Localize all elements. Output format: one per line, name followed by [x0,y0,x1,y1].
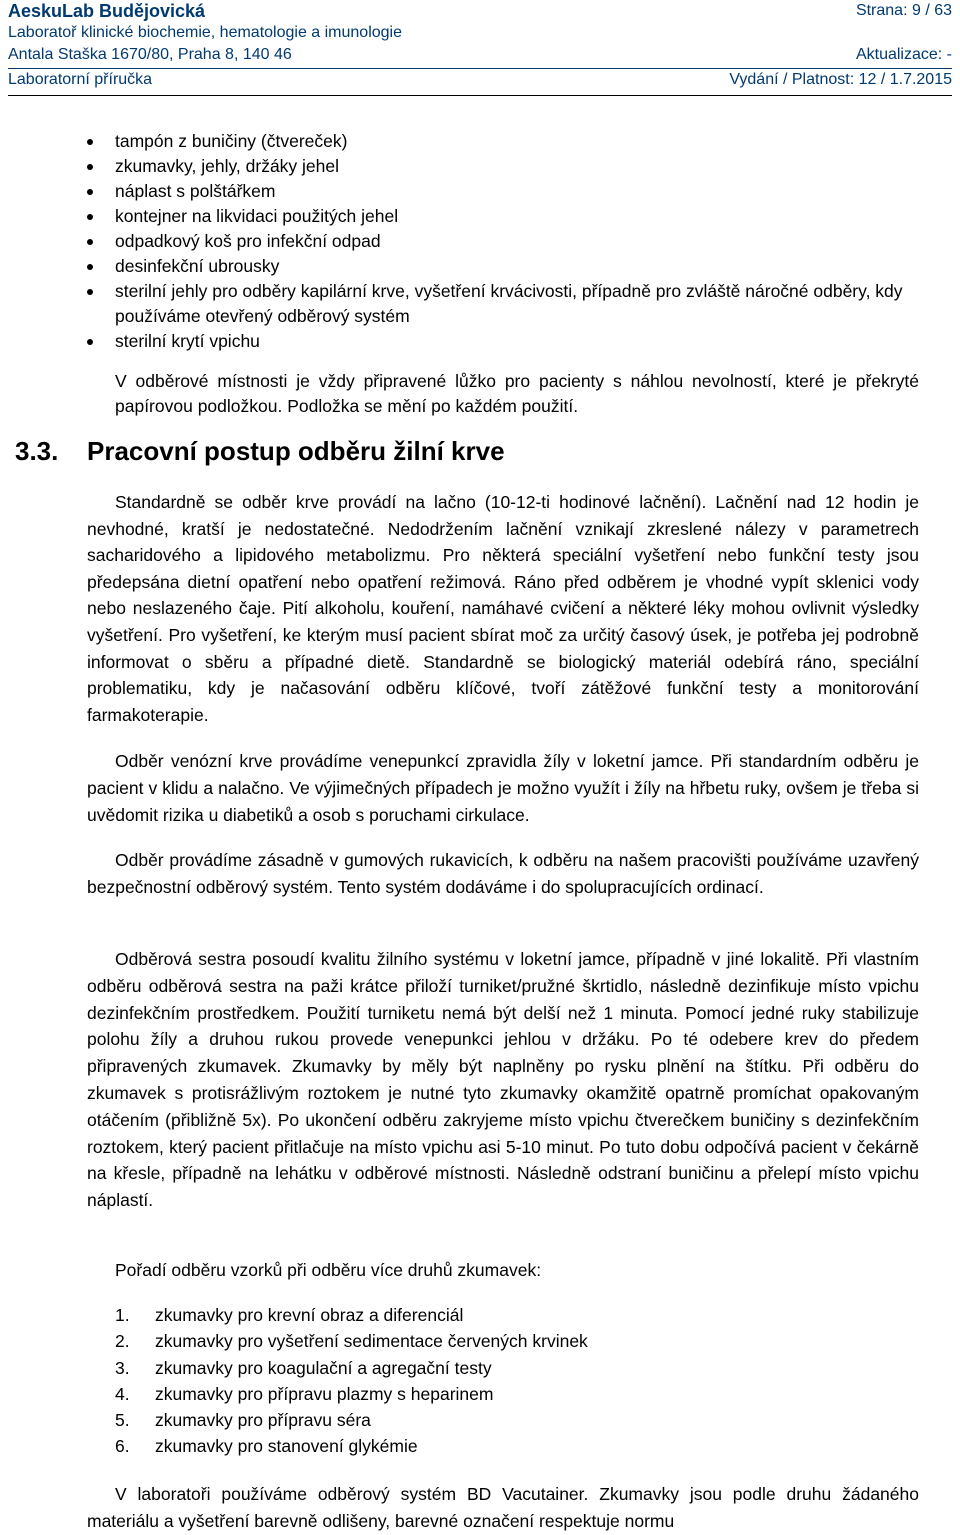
equipment-list [87,129,919,354]
address: Antala Staška 1670/80, Praha 8, 140 46 [8,46,292,63]
list-item: náplast s polštářkem [87,179,919,204]
paragraph-block-4 [87,946,919,1214]
doc-type: Laboratorní příručka [8,71,153,88]
list-item: 4. zkumavky pro přípravu plazmy s heparinem [115,1383,494,1404]
room-paragraph-block [115,369,919,419]
paragraph: Odběr provádíme zásadně v gumových rukavicích, k odběru na našem pracovišti používáme uzavřený bezpečnostní odběrový systém. Tento systém dodáváme i do spolupracujících ordinací. [87,850,919,897]
list-item: kontejner na likvidaci použitých jehel [87,204,919,229]
list-item: 1. zkumavky pro krevní obraz a diferenciál [115,1305,464,1325]
paragraph: V odběrové místnosti je vždy připravené lůžko pro pacienty s náhlou nevolností, které je překryté papírovou podložkou. Podložka se mění po každém použití. [115,371,919,416]
list-item: tampón z buničiny (čtvereček) [87,129,919,154]
list-item: sterilní krytí vpichu [87,329,919,354]
list-item: zkumavky, jehly, držáky jehel [87,154,919,179]
list-item: odpadkový koš pro infekční odpad [87,229,919,254]
department: Laboratoř klinické biochemie, hematologie a imunologie [8,24,403,41]
section-heading [15,436,505,467]
paragraph: Standardně se odběr krve provádí na lačno (10-12-ti hodinové lačnění). Lačnění nad 12 hodin je nevhodné, kratší je nedostatečné. Nedodržením lačnění vznikají zkreslené nálezy v parametrech sacharidového a lipidového metabolizmu. Pro některá speciální vyšetření nebo funkční testy jsou předepsána dietní opatření nebo opatření režimová. Ráno před odběrem je vhodné vypít sklenici vody nebo neslazeného čaje. Pití alkoholu, kouření, namáhavé cvičení a některé léky mohou ovlivnit výsledky vyšetření. Pro vyšetření, ke kterým musí pacient sbírat moč za určitý časový úsek, je potřeba jej podrobně informovat o sběru a případné dietě. Standardně se biologický materiál odebírá ráno, speciální problematiku, kdy je načasování odběru klíčové, tvoří zátěžové funkční testy a monitorování farmakoterapie. [87,492,919,725]
page-number: Strana: 9 / 63 [855,2,952,19]
section-number: 3.3. [15,436,59,466]
list-item: desinfekční ubrousky [87,254,919,279]
header-line-3 [8,44,952,66]
paragraph: Odběrová sestra posoudí kvalitu žilního systému v loketní jamce, případně v jiné lokalitě. Při vlastním odběru odběrová sestra na paži krátce přiloží turniket/pružné škrtidlo, následně dezinfikuje místo vpichu dezinfekčním prostředkem. Použití turniketu nemá být delší než 1 minuta. Pomocí jedné ruky stabilizuje polohu žíly a druhou rukou provede venepunkci jehlou v držáku. Po té odebere krev do předem připravených zkumavek. Zkumavky by měly být naplněny po rysku plnění na štítku. Při odběru do zkumavek s protisrážlivým roztokem je nutné tyto zkumavky okamžitě opatrně promíchat opakovaným otáčením (přibližně 5x). Po ukončení odběru zakryjeme místo vpichu čtverečkem buničiny s dezinfekčním roztokem, který pacient přitlačuje na místo vpichu asi 5-10 minut. Po tuto dobu odpočívá pacient v čekárně na křesle, případně na lehátku v odběrové místnosti. Následně odstraní buničinu a přelepí místo vpichu náplastí. [87,949,919,1211]
list-item: 2. zkumavky pro vyšetření sedimentace červených krvinek [115,1331,588,1352]
last-paragraph-block [87,1481,919,1535]
order-list-block [115,1302,919,1460]
header-line-1 [8,0,952,22]
list-item: 5. zkumavky pro přípravu séra [115,1410,371,1431]
header-line-4 [8,69,952,91]
paragraph-block-3 [87,847,919,901]
paragraph-block-1 [87,489,919,728]
list-item: sterilní jehly pro odběry kapilární krve, vyšetření krvácivosti, případně pro zvláště náročné odběry, kdy používáme otevřený odběrový systém [87,279,919,329]
paragraph-block-2 [87,748,919,829]
list-item: 3. zkumavky pro koagulační a agregační testy [115,1357,492,1378]
list-item: 6. zkumavky pro stanovení glykémie [115,1436,418,1457]
equipment-list-block [87,129,919,354]
collection-order-list [115,1302,919,1460]
order-intro: Pořadí odběru vzorků při odběru více druhů zkumavek: [115,1260,542,1280]
lab-name: AeskuLab Budějovická [8,1,206,21]
order-intro-block [115,1258,919,1283]
page-header [8,0,952,96]
issue-info: Vydání / Platnost: 12 / 1.7.2015 [729,71,952,88]
paragraph: Odběr venózní krve provádíme venepunkcí zpravidla žíly v loketní jamce. Při standardním odběru je pacient v klidu a nalačno. Ve výjimečných případech je možno využít i žíly na hřbetu ruky, ovšem je třeba si uvědomit rizika u diabetiků a osob s poruchami cirkulace. [87,751,919,825]
section-title: Pracovní postup odběru žilní krve [87,436,505,466]
update-info: Aktualizace: - [855,46,952,63]
paragraph: V laboratoři používáme odběrový systém BD Vacutainer. Zkumavky jsou podle druhu žádaného materiálu a vyšetření barevně odlišeny, barevné označení respektuje normu [87,1484,919,1531]
